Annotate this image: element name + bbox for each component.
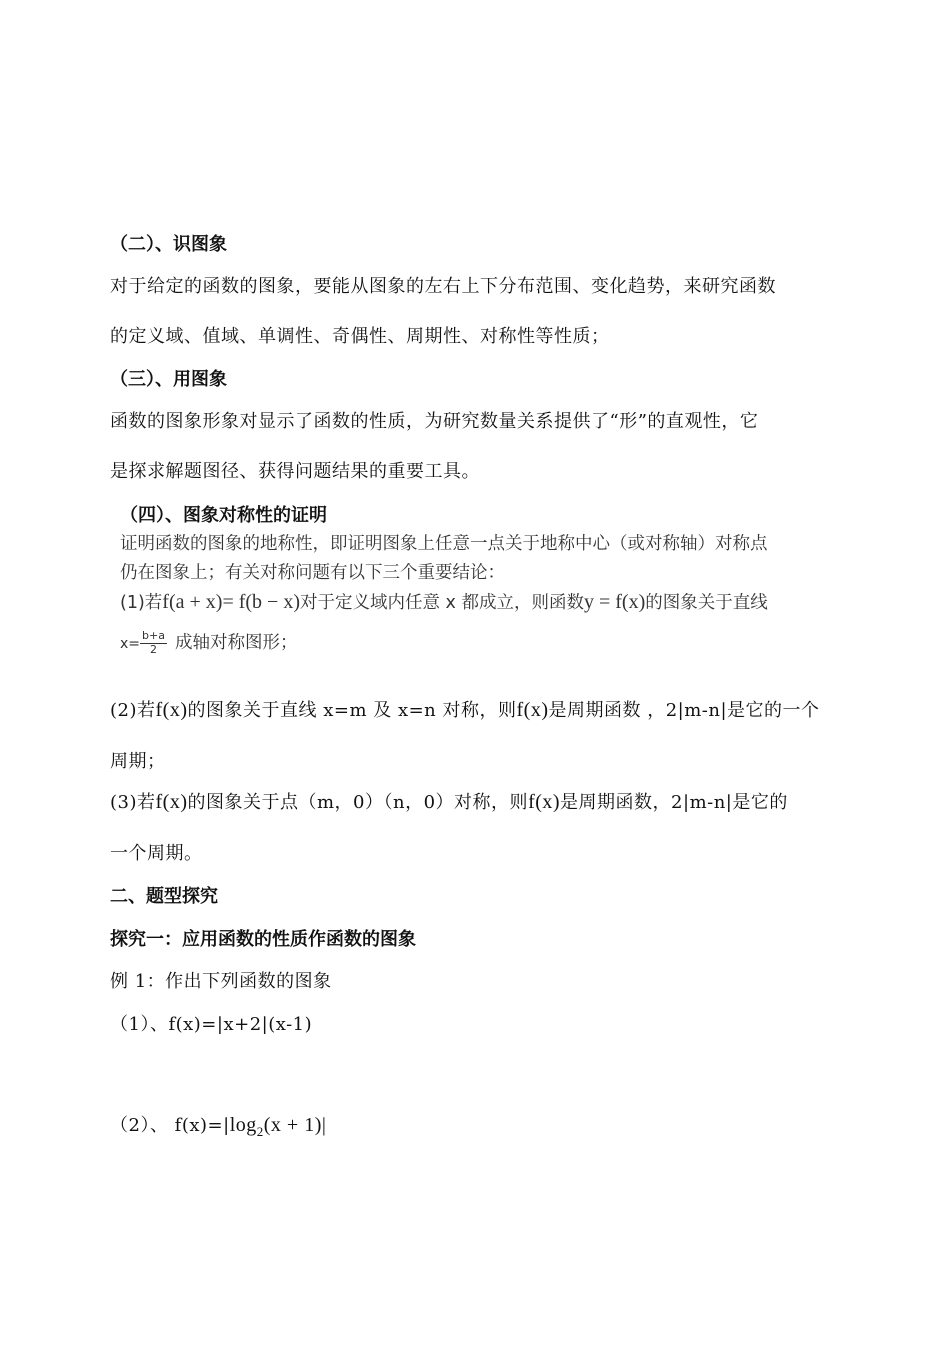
formula-y-equals-fx: y = f(x)	[583, 591, 646, 613]
log-base: 2	[256, 1124, 264, 1139]
axis-x-label: x=	[120, 636, 141, 653]
paragraph-line: 周期；	[110, 751, 166, 772]
conclusion-2-prefix: (2)若	[110, 700, 156, 721]
equals-sign: =	[222, 591, 239, 613]
formula-f-a-plus-x: f(a + x)	[162, 591, 223, 613]
conclusion-3-prefix: (3)若	[110, 792, 156, 813]
fraction	[140, 630, 167, 656]
paragraph-line: 函数的图象形象对显示了函数的性质，为研究数量关系提供了“形”的直观性，它	[110, 411, 759, 432]
section-heading-explore-one: 探究一：应用函数的性质作函数的图象	[110, 929, 416, 950]
formula-fx: f(x)	[528, 791, 561, 813]
formula-f-b-minus-x: f(b − x)	[238, 591, 300, 613]
conclusion-1-line2	[120, 630, 297, 656]
log-formula	[229, 1114, 327, 1139]
section-heading-symmetry-proof: （四）、图象对称性的证明	[120, 505, 327, 526]
conclusion-1-prefix: (1)若	[120, 593, 163, 613]
section-heading-recognize-graph: （二）、识图象	[110, 234, 227, 255]
formula-fx: f(x)	[516, 699, 549, 721]
conclusion-1-mid: 对于定义域内任意 x 都成立，则函数	[299, 593, 584, 613]
example-item-1: （1）、f(x)=|x+2|(x-1)	[110, 1014, 313, 1035]
paragraph-line: 是探求解题图径、获得问题结果的重要工具。	[110, 461, 480, 482]
conclusion-1	[120, 590, 768, 614]
conclusion-3	[110, 790, 788, 814]
section-heading-use-graph: （三）、用图象	[110, 369, 227, 390]
conclusion-2-tail: 是周期函数 ，2|m-n|是它的一个	[548, 700, 820, 721]
fraction-numerator: b+a	[142, 629, 165, 642]
log-text: log	[229, 1114, 257, 1136]
paragraph-line: 对于给定的函数的图象，要能从图象的左右上下分布范围、变化趋势，来研究函数	[110, 276, 776, 297]
log-argument: (x + 1)|	[263, 1114, 327, 1136]
fraction-denominator: 2	[149, 642, 157, 656]
example-item-2-prefix: （2）、 f(x)=|	[110, 1115, 230, 1136]
conclusion-1-tail: 的图象关于直线	[645, 593, 768, 613]
example-item-2	[110, 1113, 326, 1140]
example-title: 例 1：作出下列函数的图象	[110, 971, 332, 992]
conclusion-3-tail: 是周期函数，2|m-n|是它的	[560, 792, 788, 813]
conclusion-1-end: 成轴对称图形；	[174, 633, 298, 654]
conclusion-2	[110, 698, 820, 722]
paragraph-line: 一个周期。	[110, 843, 203, 864]
formula-fx: f(x)	[155, 791, 188, 813]
formula-fx: f(x)	[155, 699, 188, 721]
paragraph-line: 的定义域、值域、单调性、奇偶性、周期性、对称性等性质；	[110, 326, 610, 347]
paragraph-line: 证明函数的图象的地称性，即证明图象上任意一点关于地称中心（或对称轴）对称点	[120, 534, 768, 554]
section-heading-question-types: 二、题型探究	[110, 886, 218, 907]
conclusion-2-mid: 的图象关于直线 x=m 及 x=n 对称，则	[187, 700, 517, 721]
paragraph-line: 仍在图象上；有关对称问题有以下三个重要结论：	[120, 563, 505, 583]
conclusion-3-mid: 的图象关于点（m，0）（n，0）对称，则	[187, 792, 529, 813]
